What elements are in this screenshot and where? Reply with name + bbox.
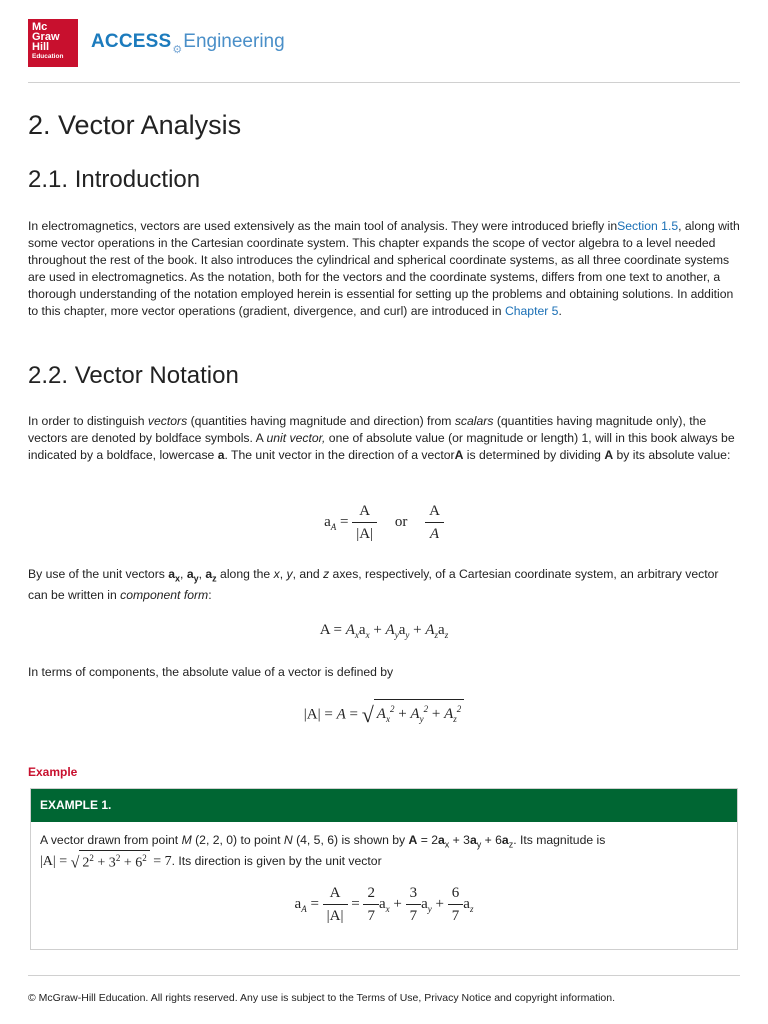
- section-title-vector-notation: 2.2. Vector Notation: [28, 362, 239, 389]
- equation-unit-vector: $a_A$ = $\frac{A}{|A|}$ or $\frac{A}{A}$: [28, 502, 740, 543]
- example-text: A vector drawn from point M (2, 2, 0) to point N (4, 5, 6) is shown by $A = 2a_x + 3a_y + 6a_z$. Its magnitude is |A| = √ $2^2 + 3^2 + 6^2 = 7$. Its direction is given by the unit vector: [40, 833, 606, 871]
- notation-paragraph-1: In order to distinguish vectors (quantities having magnitude and direction) from scalars (quantities having magnitude only), the vectors are denoted by boldface symbols. A unit vector, one of absolute value (or magnitude or length) 1, will in this book always be indicated by a boldface, lowercase a. The unit vector in the direction of a vectorA is determined by dividing A by its absolute value:: [28, 414, 735, 462]
- access-engineering-logo[interactable]: $ACCESS_⚙Engineering$: [91, 31, 285, 56]
- section-title-introduction: 2.1. Introduction: [28, 166, 201, 193]
- chapter-title: 2. Vector Analysis: [28, 110, 242, 140]
- example-box: [30, 788, 738, 950]
- example-label: Example: [28, 765, 78, 779]
- site-header: [0, 0, 768, 82]
- example-equation: $a_A$ = $\frac{A}{|A|}$ = $\frac{2}{7}$ $a_x$ + $\frac{3}{7}$ $a_y$ + $\frac{6}{7}$ $a_z$: [294, 885, 474, 924]
- footer-divider: [28, 975, 740, 976]
- chapter-5-link[interactable]: Chapter 5: [504, 304, 559, 318]
- footer-copyright: © McGraw-Hill Education. All rights reserved. Any use is subject to the Terms of Use, Privacy Notice and copyright information.: [28, 992, 616, 1004]
- example-header: EXAMPLE 1.: [31, 789, 737, 822]
- section-1-5-link[interactable]: Section 1.5: [617, 219, 679, 233]
- notation-paragraph-2: By use of the unit vectors $a_x$, $a_y$, $a_z$ along the x, y, and z axes, respectively, of a Cartesian coordinate system, an arbitrary vector can be written in component form:: [28, 567, 719, 603]
- mcgraw-hill-logo[interactable]: Mc Graw Hill Education: [28, 19, 78, 67]
- equation-magnitude: |A| = A = √ $A_x^2 + A_y^2 + A_z^2$: [28, 702, 740, 728]
- intro-paragraph: In electromagnetics, vectors are used extensively as the main tool of analysis. They were introduced briefly inSection 1.5, along with some vector operations in the Cartesian coordinate system. This chapter expands the scope of vector algebra to a level needed throughout the rest of the book. It also introduces the cylindrical and spherical coordinate systems, as all three coordinate systems are used in electromagnetics. As the notation, both for the vectors and the coordinate systems, differs from one text to another, a thorough understanding of the notation employed herein is essential for setting up the problems and obtaining solutions. In addition to this chapter, more vector operations (gradient, divergence, and curl) are introduced in Chapter 5.: [28, 219, 740, 318]
- equation-component-form: $A = A_xa_x + A_ya_y + A_za_z$: [319, 622, 449, 640]
- notation-paragraph-3: In terms of components, the absolute value of a vector is defined by: [28, 665, 394, 679]
- gear-icon: ⚙: [172, 44, 183, 56]
- header-divider: [28, 82, 740, 83]
